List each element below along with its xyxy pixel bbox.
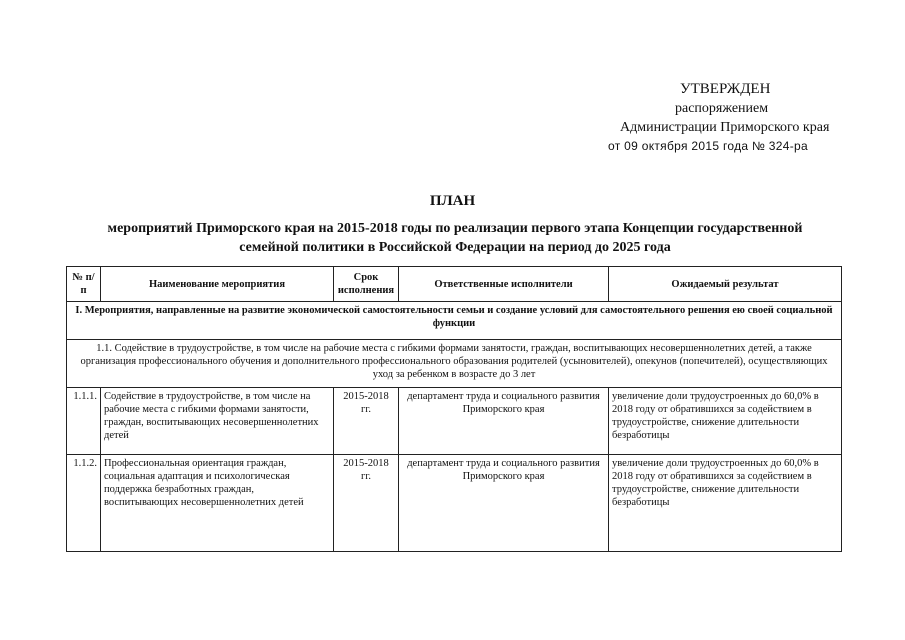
approval-date-number: от 09 октября 2015 года № 324-ра — [608, 139, 808, 153]
section-title: I. Мероприятия, направленные на развитие экономической самостоятельности семьи и создание условий для самостоятельного решения ею своей социальной функции — [67, 302, 842, 340]
document-subtitle — [70, 219, 840, 257]
header-result: Ожидаемый результат — [609, 267, 842, 302]
table-header-row — [67, 267, 842, 302]
table-row — [67, 388, 842, 455]
header-num: № п/п — [67, 267, 101, 302]
document-title: ПЛАН — [429, 193, 476, 209]
approval-decree-label: распоряжением — [675, 101, 769, 116]
header-name: Наименование мероприятия — [101, 267, 334, 302]
row-result: увеличение доли трудоустроенных до 60,0% в 2018 году от обратившихся за содействием в трудоустройстве, снижение длительности безработицы — [609, 388, 842, 455]
row-name: Содействие в трудоустройстве, в том числе на рабочие места с гибкими формами занятости, граждан, воспитывающих несовершеннолетних детей — [101, 388, 334, 455]
approval-authority: Администрации Приморского края — [620, 120, 830, 135]
section-row — [67, 302, 842, 340]
row-responsible: департамент труда и социального развития Приморского края — [399, 455, 609, 552]
row-term: 2015-2018 гг. — [334, 455, 399, 552]
approval-title: УТВЕРЖДЕН — [680, 81, 771, 97]
subsection-title: 1.1. Содействие в трудоустройстве, в том числе на рабочие места с гибкими формами занятости, граждан, воспитывающих несовершеннолетних детей, а также организация профессионального обучения и дополнительного профессионального образования родителей (усыновителей), опекунов (попечителей), осуществляющих уход за ребенком в возрасте до 3 лет — [67, 340, 842, 388]
row-responsible: департамент труда и социального развития Приморского края — [399, 388, 609, 455]
document-subtitle-line-1: мероприятий Приморского края на 2015-2018 годы по реализации первого этапа Концепции государственной — [107, 221, 803, 236]
row-term: 2015-2018 гг. — [334, 388, 399, 455]
approval-stamp — [600, 80, 860, 156]
header-responsible: Ответственные исполнители — [399, 267, 609, 302]
table-row — [67, 455, 842, 552]
plan-table — [66, 266, 842, 552]
row-num: 1.1.2. — [67, 455, 101, 552]
row-num: 1.1.1. — [67, 388, 101, 455]
row-result: увеличение доли трудоустроенных до 60,0% в 2018 году от обратившихся за содействием в трудоустройстве, снижение длительности безработицы — [609, 455, 842, 552]
subsection-row — [67, 340, 842, 388]
header-term: Срок исполнения — [334, 267, 399, 302]
document-subtitle-line-2: семейной политики в Российской Федерации на период до 2025 года — [239, 240, 671, 255]
row-name: Профессиональная ориентация граждан, социальная адаптация и психологическая поддержка безработных граждан, воспитывающих несовершеннолетних детей — [101, 455, 334, 552]
